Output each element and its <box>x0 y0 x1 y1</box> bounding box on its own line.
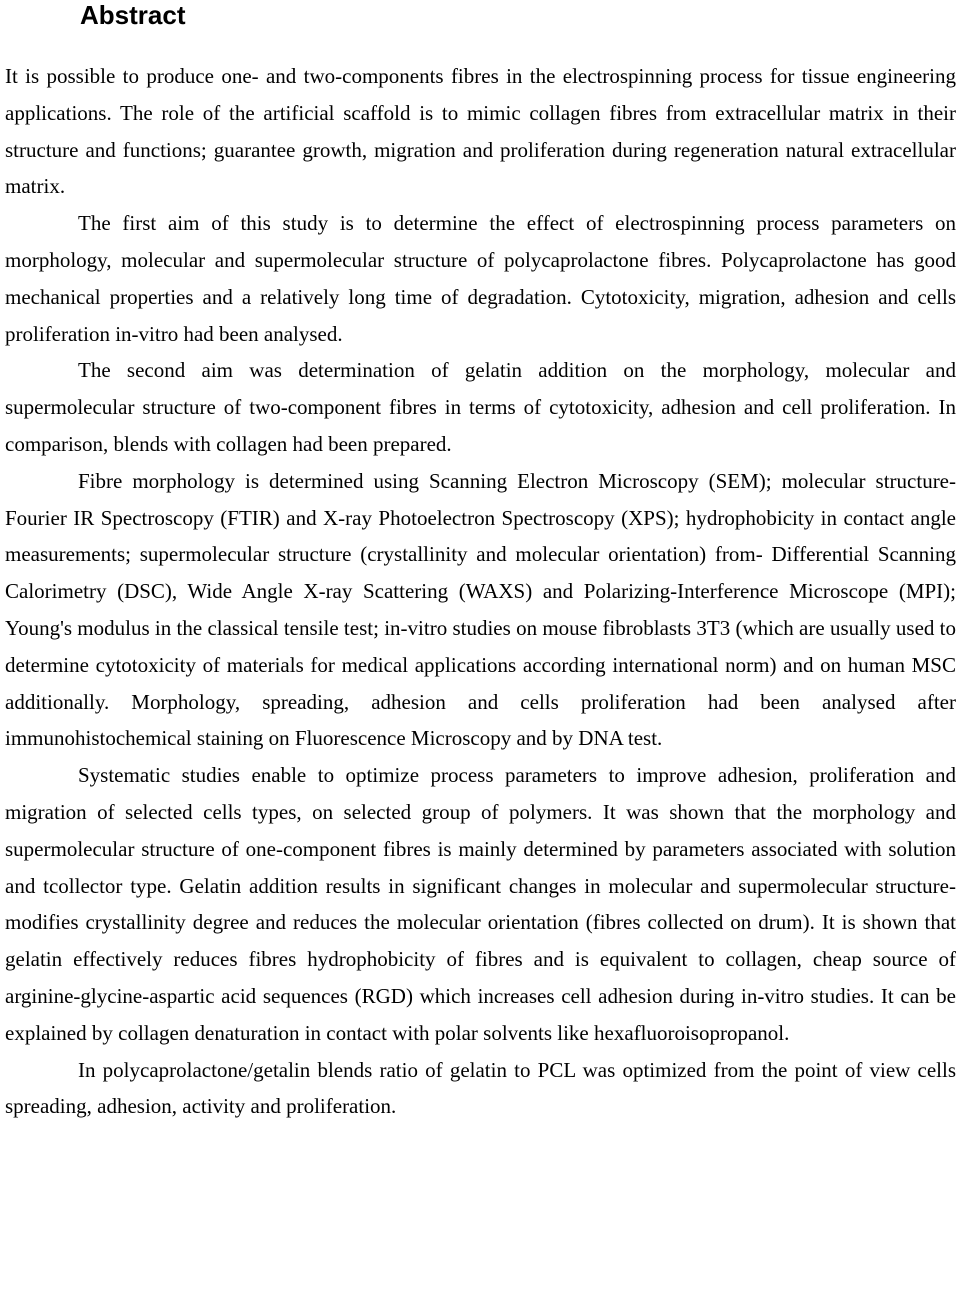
paragraph-methods: Fibre morphology is determined using Scanning Electron Microscopy (SEM); molecular structure- Fourier IR Spectroscopy (FTIR) and X-ray Photoelectron Spectroscopy (XPS); hydrophobicity in contact angle measurements; supermolecular structure (crystallinity and molecular orientation) from- Differential Scanning Calorimetry (DSC), Wide Angle X-ray Scattering (WAXS) and Polarizing-Interference Microscope (MPI); Young's modulus in the classical tensile test; in-vitro studies on mouse fibroblasts 3T3 (which are usually used to determine cytotoxicity of materials for medical applications according international norm) and on human MSC additionally. Morphology, spreading, adhesion and cells proliferation had been analysed after immunohistochemical staining on Fluorescence Microscopy and by DNA test. <box>5 468 956 751</box>
paragraph-blends: In polycaprolactone/getalin blends ratio of gelatin to PCL was optimized from the point of view cells spreading, adhesion, activity and proliferation. <box>5 1057 956 1119</box>
abstract-body <box>5 58 956 1125</box>
paragraph-first-aim: The first aim of this study is to determine the effect of electrospinning process parameters on morphology, molecular and supermolecular structure of polycaprolactone fibres. Polycaprolactone has good mechanical properties and a relatively long time of degradation. Cytotoxicity, migration, adhesion and cells proliferation in-vitro had been analysed. <box>5 211 956 346</box>
abstract-heading: Abstract <box>80 0 186 30</box>
abstract-page <box>5 0 956 1125</box>
paragraph-intro: It is possible to produce one- and two-components fibres in the electrospinning process for tissue engineering applications. The role of the artificial scaffold is to mimic collagen fibres from extracellular matrix in their structure and functions; guarantee growth, migration and proliferation during regeneration natural extracellular matrix. <box>5 64 956 199</box>
paragraph-second-aim: The second aim was determination of gelatin addition on the morphology, molecular and supermolecular structure of two-component fibres in terms of cytotoxicity, adhesion and cell proliferation. In comparison, blends with collagen had been prepared. <box>5 358 956 456</box>
paragraph-results: Systematic studies enable to optimize process parameters to improve adhesion, proliferation and migration of selected cells types, on selected group of polymers. It was shown that the morphology and supermolecular structure of one-component fibres is mainly determined by parameters associated with solution and tcollector type. Gelatin addition results in significant changes in molecular and supermolecular structure- modifies crystallinity degree and reduces the molecular orientation (fibres collected on drum). It is shown that gelatin effectively reduces fibres hydrophobicity of fibres and is equivalent to collagen, cheap source of arginine-glycine-aspartic acid sequences (RGD) which increases cell adhesion during in-vitro studies. It can be explained by collagen denaturation in contact with polar solvents like hexafluoroisopropanol. <box>5 763 956 1045</box>
